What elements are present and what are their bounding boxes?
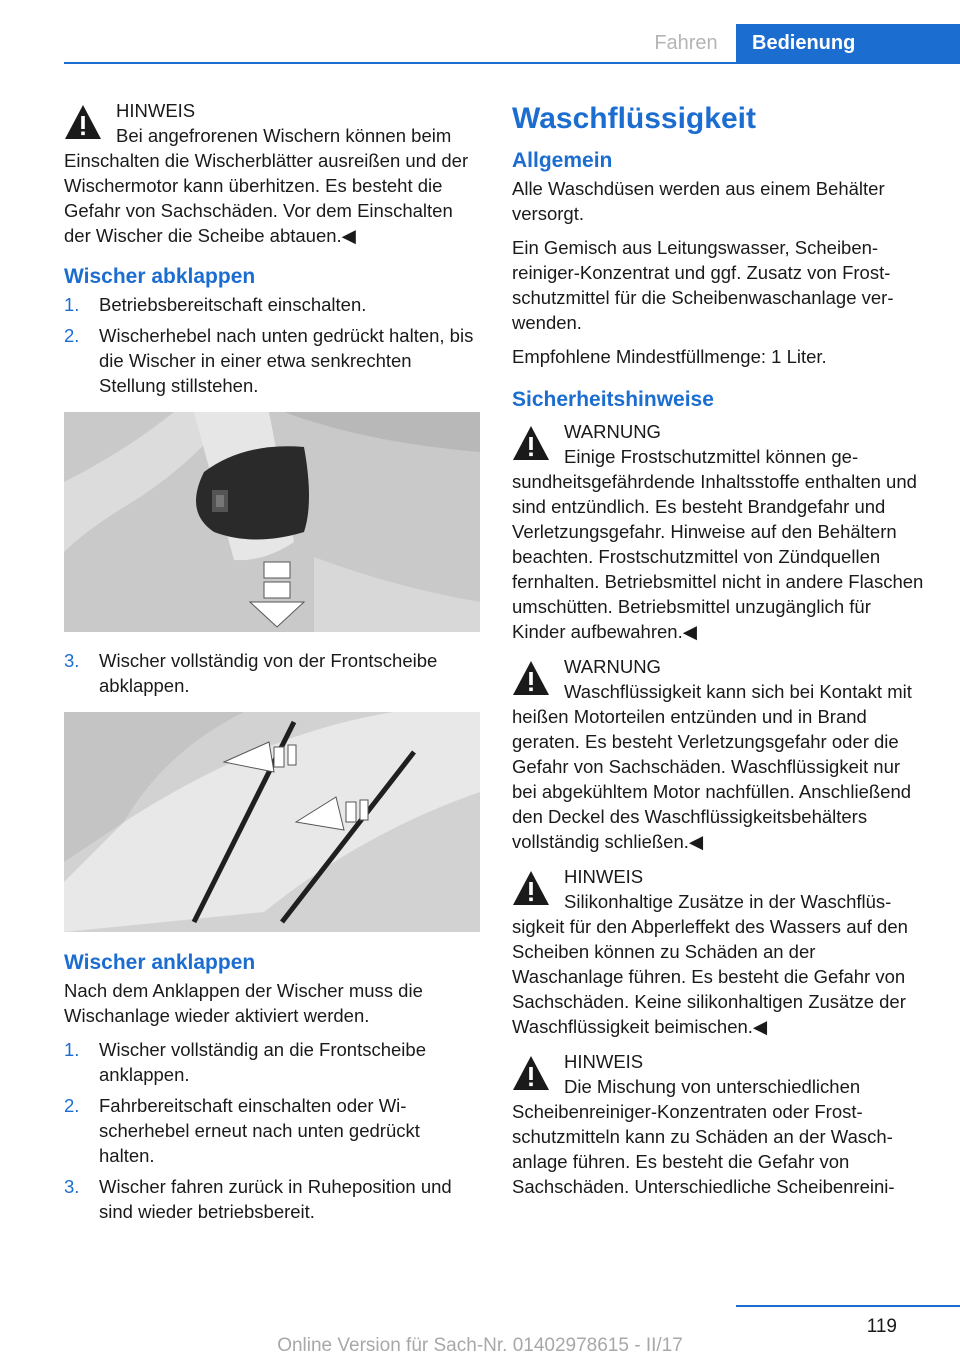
list-item — [64, 1174, 480, 1224]
step-text: Betriebsbereitschaft einschalten. — [99, 294, 367, 315]
step-number: 1. — [64, 294, 80, 315]
step-number: 1. — [64, 1039, 80, 1060]
notice-hinweis-frozen-wipers — [64, 98, 480, 248]
notice-body: Die Mischung von unterschiedlichen Scheibenreiniger-Konzentraten oder Frostschutzmitteln kann zu Schäden an der Waschanlage führen. Es besteht die Gefahr von Sachschäden. Unterschiedliche Scheibenreini- — [512, 1076, 895, 1197]
step-text: Wischer vollständig von der Frontscheibe abklappen. — [99, 650, 438, 696]
tab-bedienung[interactable]: Bedienung — [736, 24, 960, 62]
notice-title: HINWEIS — [116, 100, 196, 121]
photo-wiper-lever — [64, 412, 480, 632]
notice-title: WARNUNG — [564, 656, 661, 677]
step-text: Wischer fahren zurück in Ruheposition und sind wieder betriebsbereit. — [99, 1176, 452, 1222]
footer-rule — [736, 1305, 960, 1307]
list-item — [64, 292, 480, 317]
step-text: Wischer vollständig an die Frontscheibe anklappen. — [99, 1039, 426, 1085]
paragraph: Empfohlene Mindestfüllmenge: 1 Liter. — [512, 346, 827, 367]
warning-triangle-icon — [512, 1055, 550, 1091]
warning-triangle-icon — [512, 660, 550, 696]
notice-body: Einige Frostschutzmittel können gesundheitsgefährdende Inhaltsstoffe enthalten und sind entzündlich. Es besteht Brandgefahr und Verletzungsgefahr. Hinweise auf den Behältern beachten. Frostschutzmittel von Zündquellen fernhalten. Betriebsmittel nicht in andere Flaschen umschütten. Betriebsmittel unzugänglich für Kinder aufbewahren.◀ — [512, 446, 924, 642]
notice-hinweis-silikon — [512, 864, 928, 1039]
page-title: Waschflüssigkeit — [512, 102, 756, 135]
notice-title: WARNUNG — [564, 421, 661, 442]
paragraph: Alle Waschdüsen werden aus einem Behälter versorgt. — [512, 178, 885, 224]
tab-fahren[interactable]: Fahren — [654, 32, 718, 54]
notice-hinweis-mischung — [512, 1049, 928, 1199]
step-text: Wischerhebel nach unten gedrückt halten, bis die Wischer in einer etwa senkrechten Stellung stillstehen. — [99, 325, 474, 396]
notice-body: Waschflüssigkeit kann sich bei Kontakt mit heißen Motorteilen entzünden und in Brand geraten. Es besteht Verletzungsgefahr oder die Gefahr von Sachschäden. Waschflüssigkeit nur bei abgekühltem Motor nachfüllen. Anschließend den Deckel des Waschflüssigkeitsbehälters vollständig schließen.◀ — [512, 681, 912, 852]
section-heading-allgemein: Allgemein — [512, 149, 613, 172]
online-version-note: Online Version für Sach-Nr. 01402978615 - II/17 — [277, 1335, 683, 1356]
list-item — [64, 323, 480, 398]
list-item — [64, 1093, 480, 1168]
notice-title: HINWEIS — [564, 1051, 644, 1072]
notice-warnung-frostschutz — [512, 419, 928, 644]
notice-body: Silikonhaltige Zusätze in der Waschflüssigkeit für den Abperleffekt des Wassers auf den Scheiben können zu Schäden an der Waschanlage führen. Es besteht die Gefahr von Sachschäden. Keine silikonhaltigen Zusätze der Waschflüssigkeit beimischen.◀ — [512, 891, 908, 1037]
notice-body: Bei angefrorenen Wischern können beim Einschalten die Wischerblätter ausreißen und der Wischermotor kann überhitzen. Es besteht die Gefahr von Sachschäden. Vor dem Einschalten der Wischer die Scheibe abtauen.◀ — [64, 125, 469, 246]
notice-warnung-motorteile — [512, 654, 928, 854]
steps-abklappen — [64, 292, 480, 398]
list-item — [64, 648, 480, 698]
section-heading-sicherheitshinweise: Sicherheitshinweise — [512, 388, 714, 411]
photo-wipers-folded — [64, 712, 480, 932]
section-heading-wischer-anklappen: Wischer anklappen — [64, 951, 256, 974]
step-number: 2. — [64, 1095, 80, 1116]
warning-triangle-icon — [512, 425, 550, 461]
section-heading-wischer-abklappen: Wischer abklappen — [64, 265, 256, 288]
list-item — [64, 1037, 480, 1087]
left-column — [64, 98, 480, 1232]
step-number: 3. — [64, 1176, 80, 1197]
steps-anklappen — [64, 1037, 480, 1224]
page-number: 119 — [866, 1316, 897, 1337]
section-intro: Nach dem Anklappen der Wischer muss die Wischanlage wieder aktiviert werden. — [64, 980, 423, 1026]
step-number: 2. — [64, 325, 80, 346]
step-text: Fahrbereitschaft einschalten oder Wischerhebel erneut nach unten gedrückt halten. — [99, 1095, 420, 1166]
paragraph: Ein Gemisch aus Leitungswasser, Scheibenreiniger-Konzentrat und ggf. Zusatz von Frostschutzmittel für die Scheibenwaschanlage verwenden. — [512, 237, 894, 333]
warning-triangle-icon — [512, 870, 550, 906]
steps-abklappen-cont — [64, 648, 480, 698]
header-rule — [64, 62, 960, 64]
right-column — [512, 98, 928, 1209]
notice-title: HINWEIS — [564, 866, 644, 887]
step-number: 3. — [64, 650, 80, 671]
warning-triangle-icon — [64, 104, 102, 140]
